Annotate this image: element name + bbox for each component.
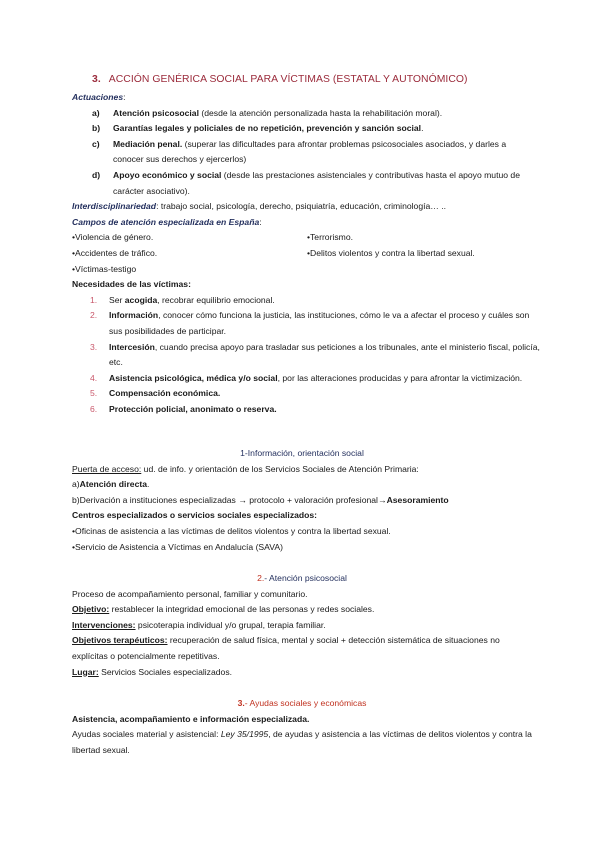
ayudas-section-title: 3.- Ayudas sociales y económicas — [237, 698, 367, 708]
list-marker: c) — [92, 138, 100, 149]
section-title-number: 3. — [92, 74, 101, 85]
list-item: •Delitos violentos y contra la libertad sexual. — [307, 247, 475, 258]
necesidades-heading: Necesidades de las víctimas: — [72, 279, 191, 290]
list-item: 4. Asistencia psicológica, médica y/o social, por las alteraciones producidas y para afrontar la victimización. — [72, 371, 542, 387]
list-marker: 1. — [90, 294, 98, 305]
section-body — [72, 90, 542, 417]
section-title — [92, 72, 468, 88]
list-item: •Oficinas de asistencia a las víctimas de delitos violentos y contra la libertad sexual. — [72, 525, 391, 536]
list-item: 1. Ser acogida, recobrar equilibrio emocional. — [72, 293, 542, 309]
psico-row: Objetivos terapéuticos: recuperación de salud física, mental y social + detección sistemática de situaciones no explícitas o potencialmente repetitivas. — [72, 635, 500, 661]
list-item: d) Apoyo económico y social (desde las prestaciones asistenciales y contributivas hasta el apoyo mutuo de carácter asociativo). — [92, 169, 520, 196]
ayudas-text: Ayudas sociales material y asistencial: Ley 35/1995, de ayudas y asistencia a las víctimas de delitos violentos y contra la libertad sexual. — [72, 729, 532, 755]
campos-columns — [72, 230, 542, 277]
list-marker: a) — [92, 107, 100, 118]
list-marker: d) — [92, 169, 101, 180]
actuaciones-list — [72, 106, 542, 200]
necesidades-list — [72, 293, 542, 418]
list-item: •Terrorismo. — [307, 232, 353, 243]
campos-right-column — [307, 230, 542, 277]
list-item: •Accidentes de tráfico. — [72, 247, 158, 258]
list-marker: 4. — [90, 372, 98, 383]
ayudas-subtitle: Asistencia, acompañamiento e información especializada. — [72, 713, 310, 724]
section-title-text: ACCIÓN GENÉRICA SOCIAL PARA VÍCTIMAS (ESTATAL Y AUTONÓMICO) — [108, 74, 468, 85]
campos-heading: Campos de atención especializada en España: — [72, 216, 262, 227]
psico-intro: Proceso de acompañamiento personal, familiar y comunitario. — [72, 588, 308, 599]
list-item: 5. Compensación económica. — [72, 386, 542, 402]
ayudas-section — [72, 696, 532, 758]
psico-row: Intervenciones: psicoterapia individual y/o grupal, terapia familiar. — [72, 619, 326, 630]
list-marker: 3. — [90, 341, 98, 352]
campos-left-column — [72, 230, 307, 277]
psico-section-title: 2.- Atención psicosocial — [257, 573, 347, 583]
list-item: 3. Intercesión, cuando precisa apoyo para trasladar sus peticiones a los tribunales, ante el ministerio fiscal, policía, etc. — [90, 341, 540, 368]
list-marker: 6. — [90, 403, 98, 414]
interdisciplinariedad-line: Interdisciplinariedad: trabajo social, psicología, derecho, psiquiatría, educación, criminología… .. — [72, 201, 447, 212]
info-section-title: 1-Información, orientación social — [240, 448, 364, 458]
psico-section — [72, 571, 532, 680]
list-item: •Violencia de género. — [72, 232, 154, 243]
list-item: •Servicio de Asistencia a Víctimas en Andalucía (SAVA) — [72, 541, 283, 552]
option-a-line: a)Atención directa. — [72, 479, 150, 490]
list-item: •Víctimas-testigo — [72, 263, 137, 274]
psico-row: Objetivo: restablecer la integridad emocional de las personas y redes sociales. — [72, 604, 375, 615]
list-marker: 2. — [90, 310, 98, 321]
list-item: b) Garantías legales y policiales de no repetición, prevención y sanción social. — [72, 121, 542, 137]
centros-heading: Centros especializados o servicios sociales especializados: — [72, 510, 318, 521]
law-reference: Ley 35/1995 — [220, 729, 269, 740]
list-item: 2. Información, conocer cómo funciona la justicia, las instituciones, cómo le va a afectar el proceso y cuáles son sus posibilidades de participar. — [90, 310, 530, 336]
puerta-line: Puerta de acceso: ud. de info. y orientación de los Servicios Sociales de Atención Primaria: — [72, 463, 419, 474]
option-b-line: b)Derivación a instituciones especializadas → protocolo + valoración profesional→Asesoramiento — [72, 494, 449, 505]
list-item: c) Mediación penal. (superar las dificultades para afrontar problemas psicosociales asociados, y darles a conocer sus derechos y ejercerlos) — [92, 138, 507, 165]
list-item: 6. Protección policial, anonimato o reserva. — [72, 402, 542, 418]
list-item: a) Atención psicosocial (desde la atención personalizada hasta la rehabilitación moral). — [72, 106, 542, 122]
actuaciones-heading: Actuaciones: — [72, 92, 126, 102]
psico-row: Lugar: Servicios Sociales especializados. — [72, 666, 233, 677]
list-marker: 5. — [90, 388, 98, 399]
info-section — [72, 446, 532, 555]
list-marker: b) — [92, 123, 101, 134]
